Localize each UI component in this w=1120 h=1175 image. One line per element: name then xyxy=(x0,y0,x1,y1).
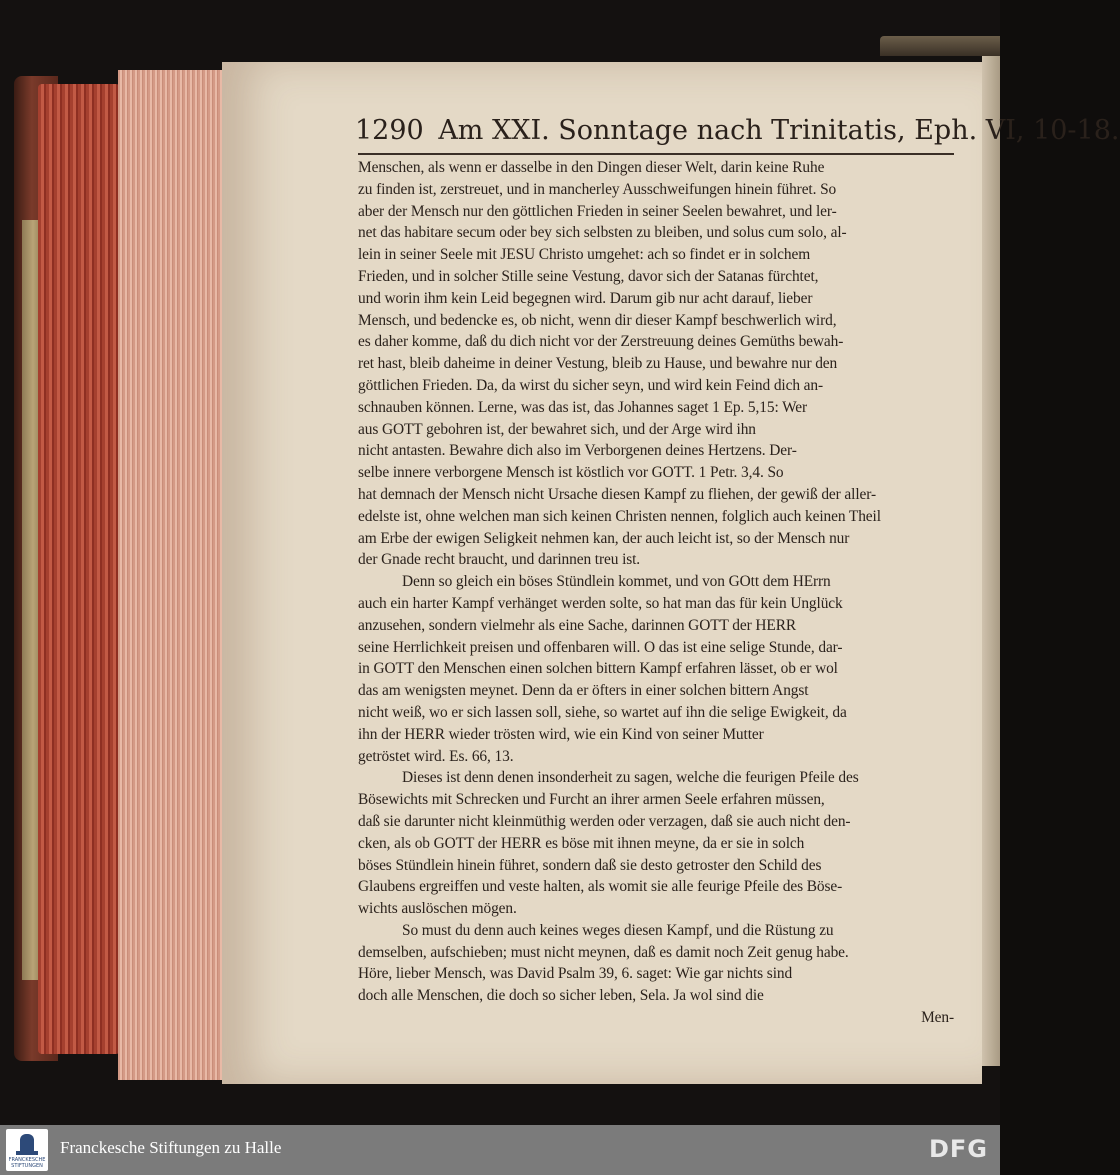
text-line: Denn so gleich ein böses Stündlein kommet, und von GOtt dem HErrn xyxy=(402,573,831,591)
text-line: Höre, lieber Mensch, was David Psalm 39, 6. saget: Wie gar nichts sind xyxy=(358,965,793,983)
book-cover-top xyxy=(880,36,1000,56)
text-line: ret hast, bleib daheime in deiner Vestung, bleib zu Hause, und bewahre nur den xyxy=(358,355,838,373)
text-line: ihn der HERR wieder trösten wird, wie ein Kind von seiner Mutter xyxy=(358,725,764,743)
running-title: Am XXI. Sonntage nach Trinitatis, Eph. VI, 10-18. xyxy=(438,115,1120,146)
text-line: doch alle Menschen, die doch so sicher leben, Sela. Ja wol sind die xyxy=(358,987,764,1005)
text-line: daß sie darunter nicht kleinmüthig werden oder verzagen, daß sie auch nicht den- xyxy=(358,812,851,830)
text-line: lein in seiner Seele mit JESU Christo umgehet: ach so findet er in solchem xyxy=(358,246,811,264)
text-line: auch ein harter Kampf verhänget werden solte, so hat man das für kein Unglück xyxy=(358,594,843,612)
text-line: getröstet wird. Es. 66, 13. xyxy=(358,747,514,765)
viewer-footer xyxy=(0,1125,1000,1175)
text-line: selbe innere verborgene Mensch ist köstlich vor GOTT. 1 Petr. 3,4. So xyxy=(358,464,784,482)
text-line: aus GOTT gebohren ist, der bewahret sich, und der Arge wird ihn xyxy=(358,420,756,438)
text-line: zu finden ist, zerstreuet, und in mancherley Ausschweifungen hinein führet. So xyxy=(358,180,837,198)
text-line: es daher komme, daß du dich nicht vor der Zerstreuung deines Gemüths bewah- xyxy=(358,333,844,351)
text-line: So must du denn auch keines weges diesen Kampf, und die Rüstung zu xyxy=(402,921,834,939)
text-line: Mensch, und bedencke es, ob nicht, wenn dir dieser Kampf beschwerlich wird, xyxy=(358,311,837,329)
text-line: edelste ist, ohne welchen man sich keinen Christen nennen, folglich auch keinen Theil xyxy=(358,507,881,525)
page-stack-edges xyxy=(118,70,226,1080)
text-line: am Erbe der ewigen Seligkeit nehmen kan, der auch leicht ist, so der Mensch nur xyxy=(358,529,850,547)
catchword: Men- xyxy=(921,1009,954,1027)
text-line: hat demnach der Mensch nicht Ursache diesen Kampf zu fliehen, der gewiß der aller- xyxy=(358,485,876,503)
page-body-text xyxy=(358,157,954,1029)
logo-base-icon xyxy=(16,1151,38,1155)
text-line: Dieses ist denn denen insonderheit zu sagen, welche die feurigen Pfeile des xyxy=(402,769,859,787)
text-line: schnauben können. Lerne, was das ist, das Johannes saget 1 Ep. 5,15: Wer xyxy=(358,398,808,416)
logo-text: FRANCKESCHE STIFTUNGEN xyxy=(8,1157,46,1169)
text-line: Menschen, als wenn er dasselbe in den Dingen dieser Welt, darin keine Ruhe xyxy=(358,159,825,176)
red-page-edges xyxy=(38,84,120,1054)
text-line: Glaubens ergreiffen und veste halten, als womit sie alle feurige Pfeile des Böse- xyxy=(358,878,843,896)
institution-name[interactable]: Franckesche Stiftungen zu Halle xyxy=(60,1138,282,1157)
page-header xyxy=(355,115,1120,153)
text-line: net das habitare secum oder bey sich selbsten zu bleiben, und solus cum solo, al- xyxy=(358,224,847,242)
text-line: wichts auslöschen mögen. xyxy=(358,900,517,918)
text-line: göttlichen Frieden. Da, da wirst du sicher seyn, und wird kein Feind dich an- xyxy=(358,376,824,394)
text-line: der Gnade recht braucht, und darinnen treu ist. xyxy=(358,551,641,569)
text-line: böses Stündlein hinein führet, sondern daß sie desto getroster den Schild des xyxy=(358,856,822,874)
header-rule xyxy=(358,153,954,155)
text-line: cken, als ob GOTT der HERR es böse mit ihnen meyne, da er sie in solch xyxy=(358,834,805,852)
text-line: in GOTT den Menschen einen solchen bittern Kampf erfahren lässet, ob er wol xyxy=(358,660,838,678)
text-line: nicht weiß, wo er sich lassen soll, siehe, so wartet auf ihn die selige Ewigkeit, da xyxy=(358,703,847,721)
page-number: 1290 xyxy=(355,115,424,146)
text-line: nicht antasten. Bewahre dich also im Verborgenen deines Hertzens. Der- xyxy=(358,442,797,460)
text-line: anzusehen, sondern vielmehr als eine Sache, darinnen GOTT der HERR xyxy=(358,616,797,634)
dfg-logo[interactable]: DFG xyxy=(928,1135,988,1163)
text-line: seine Herrlichkeit preisen und offenbaren will. O das ist eine selige Stunde, dar- xyxy=(358,638,843,656)
text-line: das am wenigsten meynet. Denn da er öfters in einer solchen bittern Angst xyxy=(358,682,809,700)
institution-logo[interactable] xyxy=(6,1129,48,1171)
page-right-edge xyxy=(982,56,1000,1066)
text-line: aber der Mensch nur den göttlichen Frieden in seiner Seelen bewahret, und ler- xyxy=(358,202,837,220)
text-line: demselben, aufschieben; must nicht meynen, daß es damit noch Zeit genug habe. xyxy=(358,943,849,961)
text-line: Bösewichts mit Schrecken und Furcht an ihrer armen Seele erfahren müssen, xyxy=(358,791,825,809)
text-line: Frieden, und in solcher Stille seine Vestung, davor sich der Satanas fürchtet, xyxy=(358,267,819,285)
text-line: und worin ihm kein Leid begegnen wird. Darum gib nur acht darauf, lieber xyxy=(358,289,813,307)
logo-building-icon xyxy=(20,1134,34,1152)
